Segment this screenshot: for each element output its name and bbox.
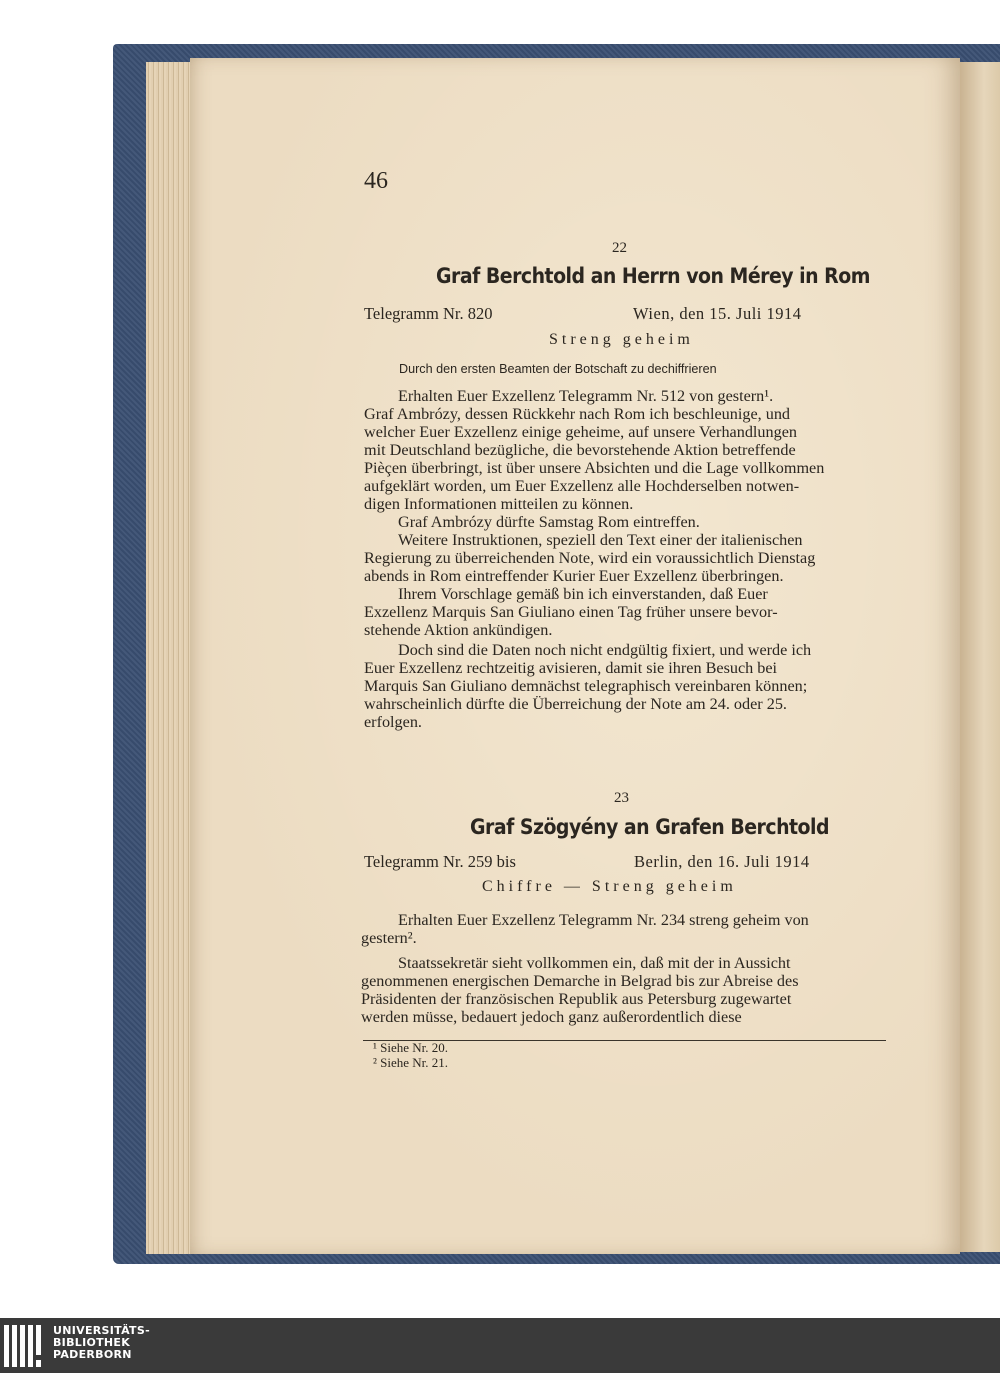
- footnote: ¹ Siehe Nr. 20.: [373, 1040, 449, 1055]
- footnote: ² Siehe Nr. 21.: [373, 1055, 449, 1070]
- body-line: Regierung zu überreichenden Note, wird ein voraussichtlich Dienstag: [364, 549, 816, 567]
- body-line: Weitere Instruktionen, speziell den Text einer der italienischen: [398, 531, 803, 549]
- document-title: Graf Szögyény an Grafen Berchtold: [470, 815, 830, 839]
- library-logo-icon: [4, 1325, 48, 1367]
- body-line: Präsidenten der französischen Republik aus Petersburg zugewartet: [361, 990, 792, 1008]
- telegram-number: Telegramm Nr. 820: [364, 304, 493, 323]
- body-line: erfolgen.: [364, 713, 422, 731]
- body-line: Graf Ambrózy, dessen Rückkehr nach Rom ich beschleunige, und: [364, 405, 791, 423]
- instruction-note: Durch den ersten Beamten der Botschaft zu dechiffrieren: [399, 362, 717, 376]
- document-number: 23: [614, 790, 629, 806]
- body-line: werden müsse, bedauert jedoch ganz außerordentlich diese: [361, 1008, 742, 1026]
- place-date: Wien, den 15. Juli 1914: [633, 304, 802, 323]
- document-title: Graf Berchtold an Herrn von Mérey in Rom: [436, 264, 870, 288]
- next-page-edge: [960, 62, 1000, 1252]
- library-logo-line3: PADERBORN: [53, 1348, 132, 1361]
- body-line: genommenen energischen Demarche in Belgrad bis zur Abreise des: [361, 972, 799, 990]
- body-line: welcher Euer Exzellenz einige geheime, auf unsere Verhandlungen: [364, 423, 797, 441]
- body-line: Erhalten Euer Exzellenz Telegramm Nr. 512 von gestern¹.: [398, 387, 774, 405]
- library-footer-bar: [0, 1318, 1000, 1373]
- body-line: aufgeklärt worden, um Euer Exzellenz alle Hochderselben notwen-: [364, 477, 800, 495]
- body-line: Pièçen überbringt, ist über unsere Absichten und die Lage vollkommen: [364, 459, 825, 477]
- body-line: Graf Ambrózy dürfte Samstag Rom eintreffen.: [398, 513, 700, 531]
- body-line: digen Informationen mitteilen zu können.: [364, 495, 634, 513]
- library-logo-line2: BIBLIOTHEK: [53, 1336, 131, 1349]
- body-line: Exzellenz Marquis San Giuliano einen Tag früher unsere bevor-: [364, 603, 778, 621]
- place-date: Berlin, den 16. Juli 1914: [634, 852, 810, 871]
- body-line: stehende Aktion ankündigen.: [364, 621, 553, 639]
- body-line: Marquis San Giuliano demnächst telegraphisch vereinbaren können;: [364, 677, 808, 695]
- body-line: Ihrem Vorschlage gemäß bin ich einverstanden, daß Euer: [398, 585, 768, 603]
- telegram-number: Telegramm Nr. 259 bis: [364, 852, 516, 871]
- library-logo-line1: UNIVERSITÄTS-: [53, 1324, 150, 1337]
- body-line: Doch sind die Daten noch nicht endgültig fixiert, und werde ich: [398, 641, 812, 659]
- body-line: wahrscheinlich dürfte die Überreichung der Note am 24. oder 25.: [364, 695, 787, 713]
- body-line: mit Deutschland bezügliche, die bevorstehende Aktion betreffende: [364, 441, 796, 459]
- page-number: 46: [364, 168, 388, 194]
- document-number: 22: [612, 240, 627, 256]
- classification: Streng geheim: [549, 331, 694, 348]
- body-line: gestern².: [361, 929, 417, 947]
- body-line: Staatssekretär sieht vollkommen ein, daß mit der in Aussicht: [398, 954, 791, 972]
- body-line: Erhalten Euer Exzellenz Telegramm Nr. 234 streng geheim von: [398, 911, 809, 929]
- classification: Chiffre — Streng geheim: [482, 878, 737, 895]
- body-line: abends in Rom eintreffender Kurier Euer Exzellenz überbringen.: [364, 567, 784, 585]
- body-line: Euer Exzellenz rechtzeitig avisieren, damit sie ihren Besuch bei: [364, 659, 778, 677]
